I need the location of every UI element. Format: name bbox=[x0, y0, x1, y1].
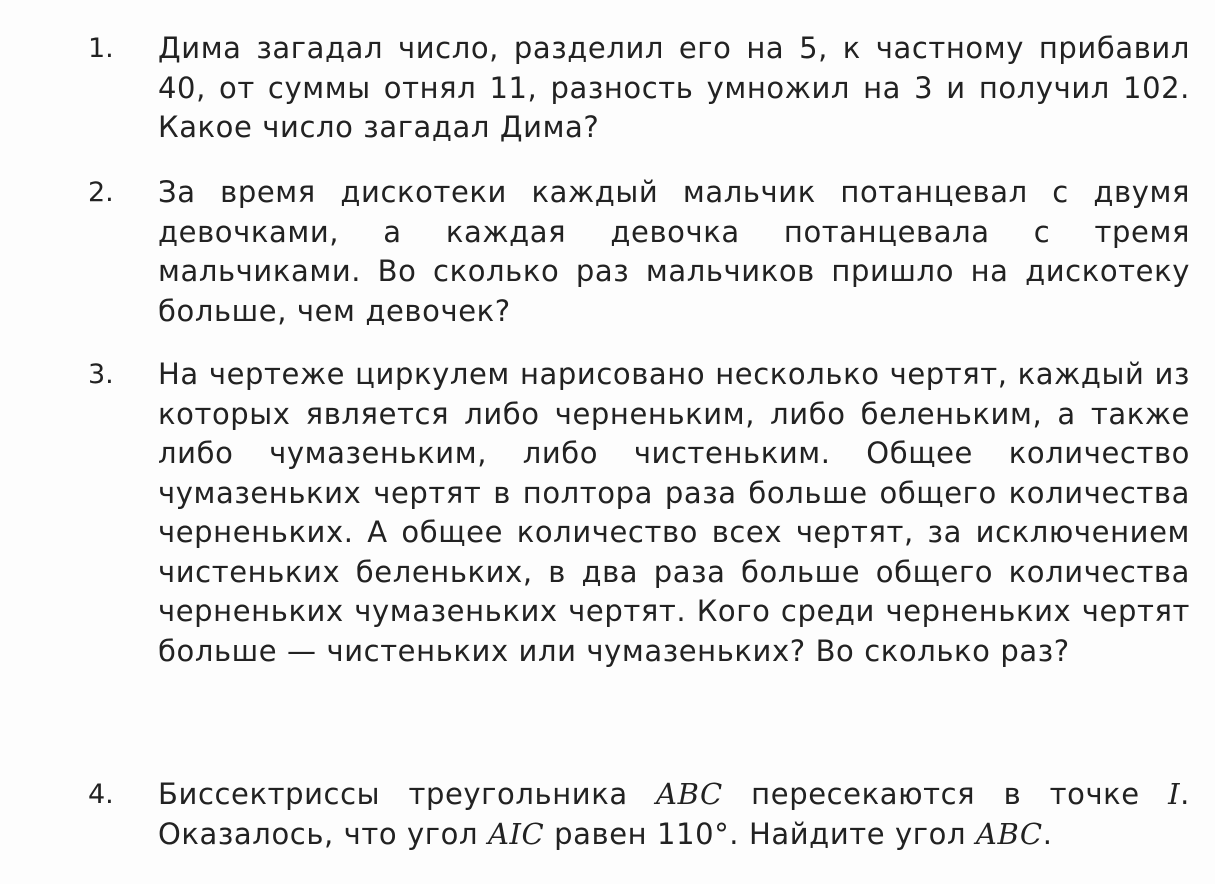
problem-2 bbox=[88, 173, 1190, 331]
problem-number: 3. bbox=[88, 359, 114, 390]
problem-3 bbox=[88, 355, 1190, 671]
math-point-i: I bbox=[1168, 777, 1181, 811]
text-segment: равен 110°. Найдите угол bbox=[544, 816, 976, 851]
problem-4 bbox=[88, 775, 1190, 854]
math-triangle-abc: ABC bbox=[656, 777, 723, 811]
problem-number: 4. bbox=[88, 779, 114, 810]
text-segment: . Оказалось, что угол bbox=[158, 777, 1190, 851]
text-segment: Биссектриссы треугольника bbox=[158, 777, 657, 811]
problem-text: На чертеже циркулем нарисовано несколько чертят, каждый из которых является либо черненьким, либо беленьким, а также либо чумазеньким, либо чистеньким. Общее количество чумазеньких чертят в полтора раза больше общего количества черненьких. А общее количество всех чертят, за исключением чистеньких беленьких, в два раза больше общего количества черненьких чумазеньких чертят. Кого среди черненьких чертят больше — чистеньких или чумазеньких? Во сколько раз? bbox=[158, 357, 1190, 668]
problem-number: 1. bbox=[88, 33, 114, 64]
text-segment: пересекаются в точке bbox=[722, 777, 1169, 811]
problem-1 bbox=[88, 29, 1190, 148]
math-angle-abc: ABC bbox=[975, 816, 1043, 851]
problem-text bbox=[158, 775, 1190, 854]
math-angle-aic: AIC bbox=[487, 816, 545, 851]
problem-text: Дима загадал число, разделил его на 5, к частному прибавил 40, от суммы отнял 11, разность умножил на 3 и получил 102. Какое число загадал Дима? bbox=[158, 31, 1190, 144]
problem-number: 2. bbox=[88, 177, 114, 208]
text-segment: . bbox=[1042, 816, 1053, 851]
problem-text: За время дискотеки каждый мальчик потанцевал с двумя девочками, а каждая девочка потанцевала с тремя мальчиками. Во сколько раз мальчиков пришло на дискотеку больше, чем девочек? bbox=[158, 175, 1190, 328]
